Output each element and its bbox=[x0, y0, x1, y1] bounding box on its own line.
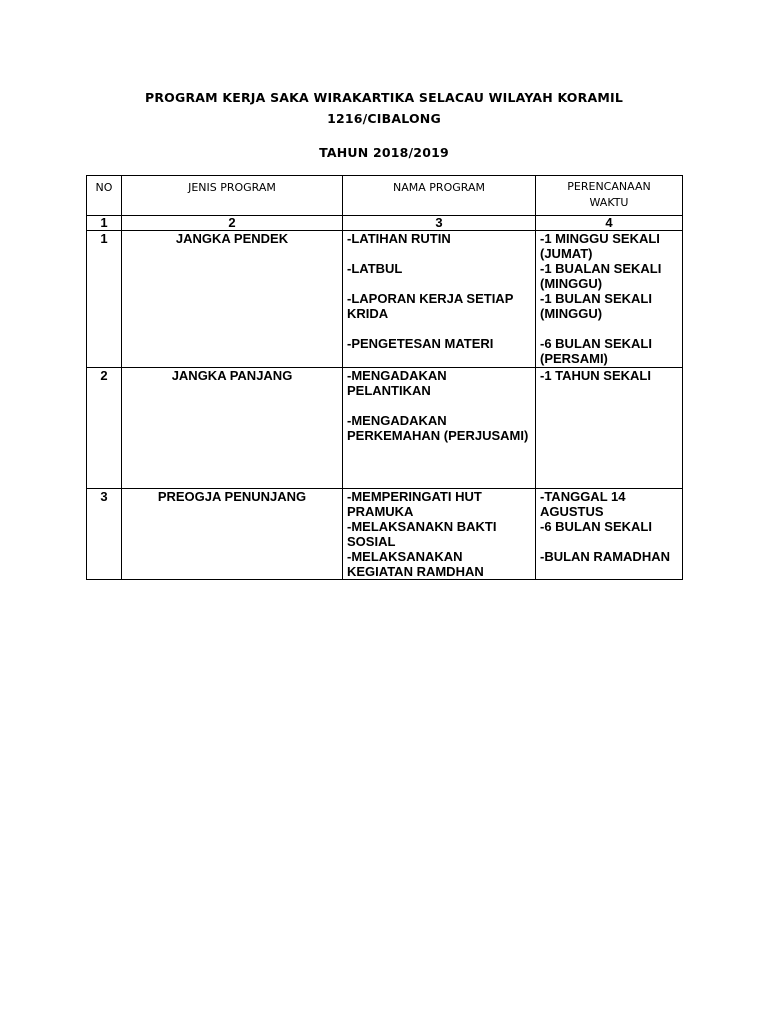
row-waktu bbox=[536, 489, 683, 580]
nama-item: -MENGADAKAN PELANTIKAN bbox=[347, 368, 447, 398]
waktu-item: -1 BUALAN SEKALI (MINGGU) bbox=[540, 261, 662, 291]
column-number: 2 bbox=[122, 216, 343, 231]
header-waktu-line: PERENCANAAN bbox=[567, 180, 651, 193]
row-waktu bbox=[536, 368, 683, 489]
document-title: PROGRAM KERJA SAKA WIRAKARTIKA SELACAU WILAYAH KORAMIL bbox=[144, 90, 623, 105]
nama-item: -LAPORAN KERJA SETIAP KRIDA bbox=[347, 291, 514, 321]
row-nama bbox=[343, 368, 536, 489]
column-number: 1 bbox=[87, 216, 122, 231]
header-perencanaan-waktu bbox=[536, 176, 683, 216]
document-subtitle: 1216/CIBALONG bbox=[327, 111, 441, 126]
row-waktu bbox=[536, 231, 683, 368]
nama-item: -MELAKSANAKAN KEGIATAN RAMDHAN bbox=[347, 549, 484, 579]
waktu-item: -6 BULAN SEKALI bbox=[540, 519, 652, 534]
column-number: 3 bbox=[343, 216, 536, 231]
table-row bbox=[87, 368, 683, 489]
row-no: 3 bbox=[87, 489, 122, 580]
table-row bbox=[87, 489, 683, 580]
row-jenis: PREOGJA PENUNJANG bbox=[122, 489, 343, 580]
row-jenis: JANGKA PANJANG bbox=[122, 368, 343, 489]
nama-item: -MELAKSANAKN BAKTI SOSIAL bbox=[347, 519, 497, 549]
nama-item: -MENGADAKAN PERKEMAHAN (PERJUSAMI) bbox=[347, 413, 529, 443]
row-no: 1 bbox=[87, 231, 122, 368]
nama-item: -MEMPERINGATI HUT PRAMUKA bbox=[347, 489, 482, 519]
table-row bbox=[87, 231, 683, 368]
header-nama-program: NAMA PROGRAM bbox=[343, 176, 536, 216]
program-table bbox=[86, 175, 683, 580]
waktu-item: -TANGGAL 14 AGUSTUS bbox=[540, 489, 626, 519]
waktu-item: -1 TAHUN SEKALI bbox=[540, 368, 651, 383]
document-year: TAHUN 2018/2019 bbox=[319, 145, 449, 160]
waktu-item: -1 BULAN SEKALI (MINGGU) bbox=[540, 291, 652, 321]
nama-item: -LATBUL bbox=[347, 261, 403, 276]
nama-item: -PENGETESAN MATERI bbox=[347, 336, 494, 351]
row-jenis: JANGKA PENDEK bbox=[122, 231, 343, 368]
table-header-row bbox=[87, 176, 683, 216]
header-no: NO bbox=[87, 176, 122, 216]
row-nama bbox=[343, 231, 536, 368]
header-waktu-line: WAKTU bbox=[589, 196, 629, 209]
column-number-row bbox=[87, 216, 683, 231]
waktu-item: -BULAN RAMADHAN bbox=[540, 549, 670, 564]
nama-item: -LATIHAN RUTIN bbox=[347, 231, 451, 246]
column-number: 4 bbox=[536, 216, 683, 231]
row-no: 2 bbox=[87, 368, 122, 489]
row-nama bbox=[343, 489, 536, 580]
waktu-item: -6 BULAN SEKALI (PERSAMI) bbox=[540, 336, 652, 366]
waktu-item: -1 MINGGU SEKALI (JUMAT) bbox=[540, 231, 660, 261]
header-jenis-program: JENIS PROGRAM bbox=[122, 176, 343, 216]
